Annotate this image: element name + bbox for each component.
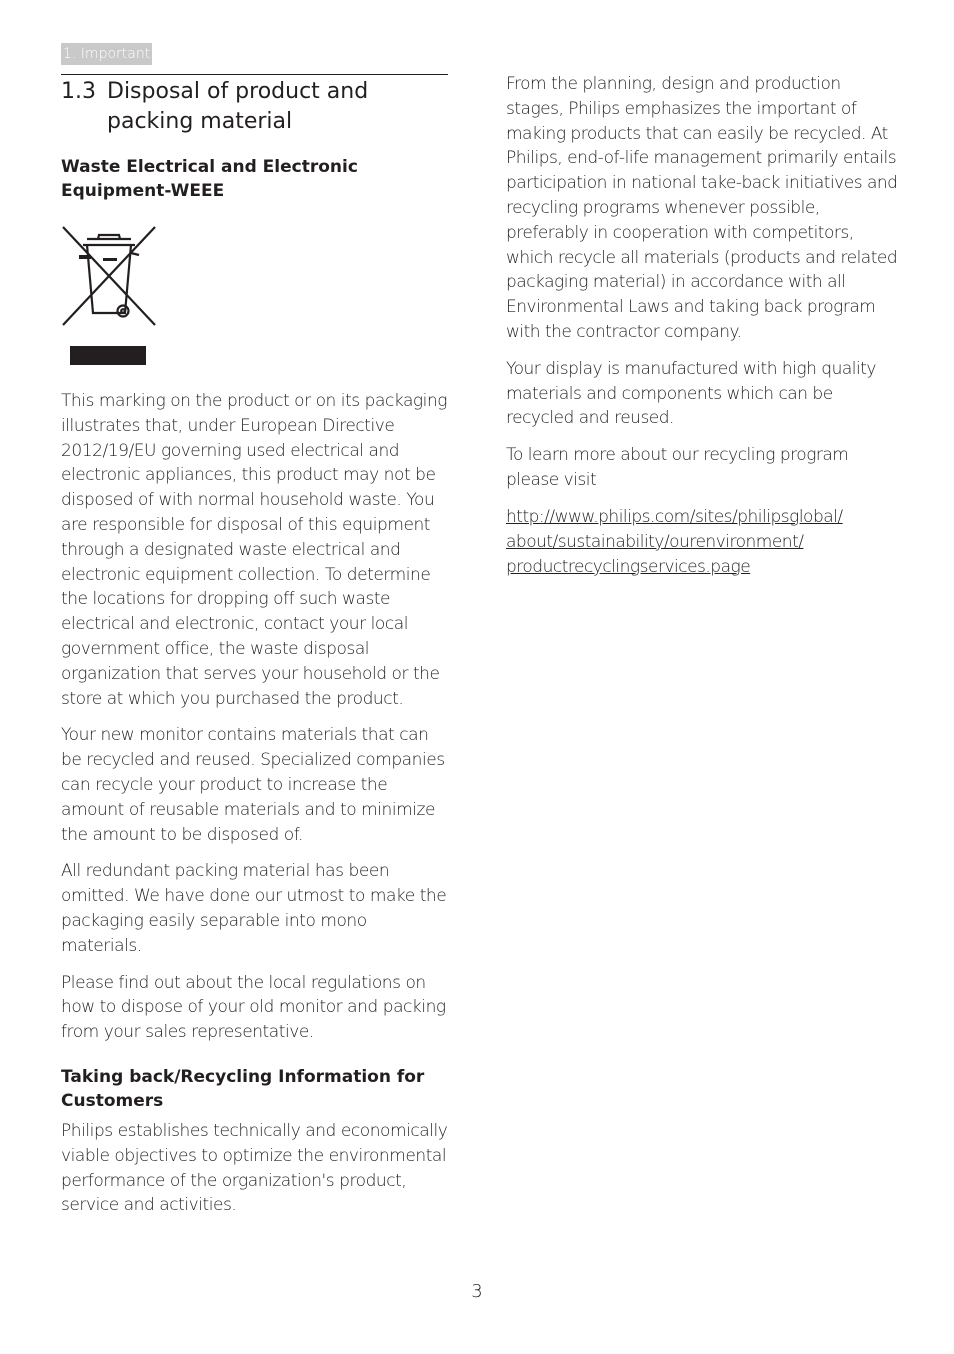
right-paragraph: To learn more about our recycling program please visit <box>506 445 849 490</box>
page-number: 3 <box>471 1281 483 1302</box>
weee-paragraph: This marking on the product or on its packaging illustrates that, under European Directive 2012/19/EU governing used electrical and electronic appliances, this product may not be disposed of with normal household waste. You are responsible for disposal of this equipment through a designated waste electrical and electronic equipment collection. To determine the locations for dropping off such waste electrical and electronic, contact your local government office, the waste disposal organization that serves your household or the store at which you purchased the product. <box>61 391 448 709</box>
crossed-out-wheelie-bin-icon <box>61 225 157 367</box>
weee-paragraph: Your new monitor contains materials that can be recycled and reused. Specialized companies can recycle your product to increase the amount of reusable materials and to minimize the amount to be disposed of. <box>61 725 445 845</box>
section-heading <box>61 77 449 137</box>
recycling-link[interactable] <box>506 505 898 580</box>
right-paragraph: From the planning, design and production stages, Philips emphasizes the important of making products that can easily be recycled. At Philips, end-of-life management primarily entails participation in national take-back initiatives and recycling programs whenever possible, preferably in cooperation with competitors, which recycle all materials (products and related packaging material) in accordance with all Environmental Laws and taking back program with the contractor company. <box>506 74 898 342</box>
weee-paragraph: All redundant packing material has been omitted. We have done our utmost to make the packaging easily separable into mono materials. <box>61 861 447 956</box>
weee-heading: Waste Electrical and Electronic Equipment-WEEE <box>61 157 358 201</box>
heading-rule <box>61 74 448 75</box>
weee-paragraph: Please find out about the local regulations on how to dispose of your old monitor and packing from your sales representative. <box>61 972 446 1043</box>
right-paragraph: Your display is manufactured with high quality materials and components which can be recycled and reused. <box>506 358 876 429</box>
section-tab: 1. Important <box>61 43 152 65</box>
section-title: Disposal of product and packing material <box>107 79 369 134</box>
recycling-heading: Taking back/Recycling Information for Customers <box>61 1066 425 1111</box>
weee-bar <box>70 346 146 365</box>
recycling-paragraph: Philips establishes technically and economically viable objectives to optimize the environmental performance of the organization's product, service and activities. <box>61 1120 448 1216</box>
left-column <box>61 74 449 1230</box>
recycling-link-line[interactable]: http://www.philips.com/sites/philipsglobal/ <box>506 506 843 527</box>
recycling-link-line[interactable]: about/sustainability/ourenvironment/ <box>506 531 804 552</box>
recycling-link-line[interactable]: productrecyclingservices.page <box>506 556 751 577</box>
right-column <box>506 72 898 580</box>
section-number: 1.3 <box>61 79 96 104</box>
